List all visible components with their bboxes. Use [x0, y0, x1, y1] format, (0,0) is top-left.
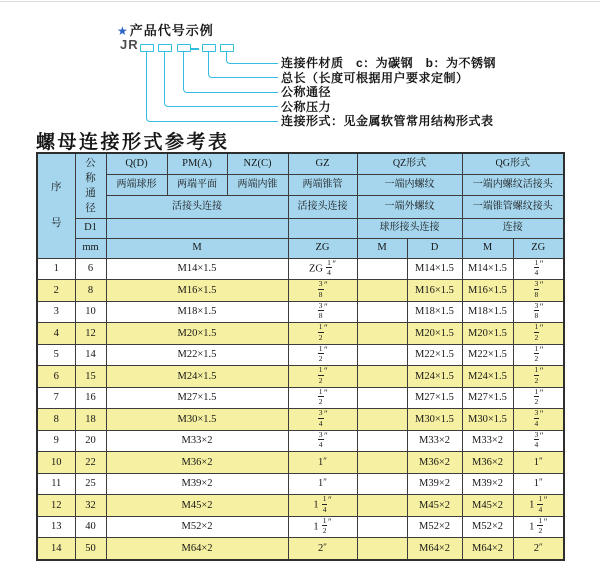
- inch-mark: ″: [332, 258, 337, 269]
- cell-dn: 50: [75, 538, 106, 560]
- cell-qz-d: M33×2: [407, 430, 462, 452]
- header-pm-desc: 两端平面: [167, 174, 227, 195]
- cell-m: M39×2: [106, 473, 288, 495]
- cell-gz: [288, 366, 357, 388]
- cell-dn: 16: [75, 387, 106, 409]
- inch-mark: ″: [539, 455, 543, 466]
- diagram-label-diameter: 公称通径: [281, 85, 332, 99]
- inch-mark: ″: [324, 280, 328, 291]
- cell-seq: 2: [37, 280, 75, 302]
- inch-mark: ″: [323, 477, 327, 488]
- cell-qg-zg: 1″: [513, 473, 564, 495]
- inch-mark: ″: [539, 477, 543, 488]
- header-qg-unit-m: M: [462, 238, 513, 258]
- cell-dn: 15: [75, 366, 106, 388]
- cell-seq: 13: [37, 516, 75, 538]
- header-seq-text: 序号: [51, 181, 62, 229]
- cell-qz-m: [357, 280, 407, 302]
- cell-qg-zg: 1 $\frac{1}{2}$ ″: [513, 516, 564, 538]
- table-row: [37, 323, 564, 345]
- cell-qg-m: M45×2: [462, 495, 513, 517]
- cell-m: M45×2: [106, 495, 288, 517]
- cell-seq: 3: [37, 301, 75, 323]
- cell-seq: 7: [37, 387, 75, 409]
- table-row: [37, 280, 564, 302]
- fraction: $\frac{1}{2}$: [318, 344, 323, 364]
- inch-mark: ″: [323, 455, 327, 466]
- table-row: [37, 430, 564, 452]
- cell-qz-m: [357, 430, 407, 452]
- cell-dn: 12: [75, 323, 106, 345]
- header-blank-left: [106, 218, 288, 238]
- code-box-1: [140, 44, 154, 52]
- cell-qg-m: M16×1.5: [462, 280, 513, 302]
- diagram-heading-text: 产品代号示例: [129, 23, 214, 38]
- cell-dn: 10: [75, 301, 106, 323]
- cell-seq: 4: [37, 323, 75, 345]
- cell-m: M18×1.5: [106, 301, 288, 323]
- cell-qg-m: M64×2: [462, 538, 513, 560]
- inch-mark: ″: [539, 280, 544, 291]
- cell-qz-m: [357, 344, 407, 366]
- header-seq: [37, 153, 75, 258]
- fraction: $\frac{3}{4}$: [318, 430, 323, 450]
- cell-m: M52×2: [106, 516, 288, 538]
- header-qg-row2: 一端内螺纹活接头: [462, 174, 564, 195]
- cell-qz-d: M30×1.5: [407, 409, 462, 431]
- cell-qg-zg: [513, 430, 564, 452]
- header-qz-row4: 球形接头连接: [357, 218, 462, 238]
- cell-gz: 1 $\frac{1}{4}$ ″: [288, 495, 357, 517]
- cell-qg-zg: [513, 323, 564, 345]
- cell-qg-m: M18×1.5: [462, 301, 513, 323]
- cell-m: M20×1.5: [106, 323, 288, 345]
- cell-qz-m: [357, 495, 407, 517]
- table-row: [37, 387, 564, 409]
- nut-connection-reference-table: [36, 152, 565, 561]
- cell-m: M30×1.5: [106, 409, 288, 431]
- fraction: $\frac{3}{8}$: [534, 301, 539, 321]
- cell-qg-zg: [513, 280, 564, 302]
- cell-dn: 18: [75, 409, 106, 431]
- table-row: [37, 366, 564, 388]
- fraction: $\frac{1}{4}$: [538, 494, 543, 514]
- cell-seq: 9: [37, 430, 75, 452]
- table-title: 螺母连接形式参考表: [36, 132, 230, 153]
- diagram-label-length: 总长（长度可根据用户要求定制）: [281, 70, 469, 85]
- cell-m: M16×1.5: [106, 280, 288, 302]
- cell-qz-m: [357, 387, 407, 409]
- fraction: $\frac{3}{8}$: [318, 301, 323, 321]
- header-mm: mm: [75, 238, 106, 258]
- cell-seq: 12: [37, 495, 75, 517]
- cell-gz: 1″: [288, 473, 357, 495]
- inch-mark: ″: [539, 430, 544, 441]
- header-qg-unit-zg: ZG: [513, 238, 564, 258]
- header-unit-m: M: [106, 238, 288, 258]
- cell-qg-m: M20×1.5: [462, 323, 513, 345]
- cell-qz-m: [357, 452, 407, 474]
- inch-mark: ″: [327, 516, 332, 527]
- cell-qz-d: M45×2: [407, 495, 462, 517]
- code-box-5: [220, 44, 234, 52]
- cell-qz-m: [357, 323, 407, 345]
- cell-qg-m: M39×2: [462, 473, 513, 495]
- fraction: $\frac{1}{4}$: [322, 494, 327, 514]
- cell-qg-m: M52×2: [462, 516, 513, 538]
- cell-qz-d: M52×2: [407, 516, 462, 538]
- fraction: $\frac{1}{2}$: [534, 365, 539, 385]
- table-row: [37, 538, 564, 560]
- fraction: $\frac{1}{2}$: [318, 387, 323, 407]
- cell-gz: [288, 430, 357, 452]
- cell-qz-d: M18×1.5: [407, 301, 462, 323]
- header-nz: NZ(C): [227, 153, 288, 174]
- header-q: Q(D): [106, 153, 167, 174]
- inch-mark: ″: [543, 495, 548, 506]
- header-gz: GZ: [288, 153, 357, 174]
- fraction: $\frac{1}{2}$: [538, 516, 543, 536]
- product-code-diagram: [0, 0, 600, 128]
- code-dash: [190, 48, 199, 50]
- cell-dn: 6: [75, 258, 106, 280]
- cell-qg-m: M27×1.5: [462, 387, 513, 409]
- cell-seq: 8: [37, 409, 75, 431]
- inch-mark: ″: [324, 409, 328, 420]
- fraction: $\frac{1}{2}$: [322, 516, 327, 536]
- diagram-label-material: 连接件材质 c：为碳钢 b：为不锈钢: [281, 56, 497, 70]
- cell-qz-m: [357, 409, 407, 431]
- header-gz-conn: 活接头连接: [288, 195, 357, 218]
- fraction: $\frac{1}{2}$: [534, 344, 539, 364]
- inch-mark: ″: [543, 516, 548, 527]
- header-qg: QG形式: [462, 153, 564, 174]
- fraction: $\frac{3}{8}$: [318, 279, 323, 299]
- cell-dn: 20: [75, 430, 106, 452]
- cell-dn: 25: [75, 473, 106, 495]
- inch-mark: ″: [324, 323, 328, 334]
- cell-qg-zg: [513, 366, 564, 388]
- cell-gz: [288, 409, 357, 431]
- cell-qg-zg: [513, 387, 564, 409]
- header-pm: PM(A): [167, 153, 227, 174]
- cell-m: M14×1.5: [106, 258, 288, 280]
- cell-m: M64×2: [106, 538, 288, 560]
- cell-qz-d: M36×2: [407, 452, 462, 474]
- header-gz-desc: 两端锥管: [288, 174, 357, 195]
- cell-qz-d: M27×1.5: [407, 387, 462, 409]
- header-union-conn: 活接头连接: [106, 195, 288, 218]
- header-qg-row4: 连接: [462, 218, 564, 238]
- cell-gz: ZG $\frac{1}{4}$ ″: [288, 258, 357, 280]
- cell-qz-d: M39×2: [407, 473, 462, 495]
- cell-seq: 5: [37, 344, 75, 366]
- cell-qz-d: M24×1.5: [407, 366, 462, 388]
- inch-mark: ″: [323, 541, 327, 552]
- cell-qg-m: M36×2: [462, 452, 513, 474]
- cell-m: M22×1.5: [106, 344, 288, 366]
- diagram-label-connection: 连接形式：见金属软管常用结构形式表: [281, 114, 494, 128]
- header-dn: [75, 153, 106, 218]
- inch-mark: ″: [539, 387, 544, 398]
- fraction: $\frac{1}{4}$: [327, 258, 331, 278]
- cell-qz-m: [357, 301, 407, 323]
- header-qz-row2: 一端内螺纹: [357, 174, 462, 195]
- code-box-4: [202, 44, 216, 52]
- code-box-3: [177, 44, 191, 52]
- fraction: $\frac{3}{4}$: [318, 408, 323, 428]
- table-row: [37, 473, 564, 495]
- table-row: [37, 495, 564, 517]
- header-d1: D1: [75, 218, 106, 238]
- cell-gz: [288, 280, 357, 302]
- inch-mark: ″: [539, 541, 543, 552]
- cell-qz-d: M16×1.5: [407, 280, 462, 302]
- header-q-desc: 两端球形: [106, 174, 167, 195]
- table-row: [37, 301, 564, 323]
- table-row: [37, 409, 564, 431]
- fraction: $\frac{1}{2}$: [534, 322, 539, 342]
- table-body: [37, 258, 564, 560]
- cell-qz-m: [357, 516, 407, 538]
- cell-seq: 6: [37, 366, 75, 388]
- cell-gz: [288, 387, 357, 409]
- cell-seq: 14: [37, 538, 75, 560]
- cell-dn: 32: [75, 495, 106, 517]
- cell-m: M27×1.5: [106, 387, 288, 409]
- connector-line-5: [146, 52, 278, 122]
- inch-mark: ″: [539, 301, 544, 312]
- header-qz-unit-d: D: [407, 238, 462, 258]
- cell-qg-zg: [513, 258, 564, 280]
- cell-qg-zg: [513, 344, 564, 366]
- inch-mark: ″: [539, 409, 544, 420]
- cell-dn: 14: [75, 344, 106, 366]
- inch-mark: ″: [324, 366, 328, 377]
- inch-mark: ″: [324, 301, 328, 312]
- code-box-2: [158, 44, 172, 52]
- cell-qg-zg: 1 $\frac{1}{4}$ ″: [513, 495, 564, 517]
- header-qg-row3: 一端锥管螺纹接头: [462, 195, 564, 218]
- cell-gz: [288, 344, 357, 366]
- cell-qg-zg: [513, 301, 564, 323]
- cell-qz-m: [357, 473, 407, 495]
- cell-qz-d: M22×1.5: [407, 344, 462, 366]
- inch-mark: ″: [539, 344, 544, 355]
- inch-mark: ″: [539, 258, 544, 269]
- cell-qg-m: M14×1.5: [462, 258, 513, 280]
- cell-qg-m: M24×1.5: [462, 366, 513, 388]
- fraction: $\frac{3}{4}$: [534, 408, 539, 428]
- table-row: [37, 452, 564, 474]
- header-qz-unit-m: M: [357, 238, 407, 258]
- header-blank-gz: [288, 218, 357, 238]
- cell-qz-m: [357, 258, 407, 280]
- cell-qg-zg: 2″: [513, 538, 564, 560]
- fraction: $\frac{1}{2}$: [318, 322, 323, 342]
- cell-qz-d: M64×2: [407, 538, 462, 560]
- cell-m: M24×1.5: [106, 366, 288, 388]
- fraction: $\frac{1}{4}$: [534, 258, 539, 278]
- cell-seq: 1: [37, 258, 75, 280]
- table-row: [37, 258, 564, 280]
- cell-gz: 2″: [288, 538, 357, 560]
- cell-m: M36×2: [106, 452, 288, 474]
- cell-qz-m: [357, 538, 407, 560]
- cell-dn: 22: [75, 452, 106, 474]
- header-qz-row3: 一端外螺纹: [357, 195, 462, 218]
- cell-gz: 1″: [288, 452, 357, 474]
- header-dn-text: 公称通径: [85, 157, 96, 214]
- fraction: $\frac{1}{2}$: [534, 387, 539, 407]
- inch-mark: ″: [539, 323, 544, 334]
- cell-qg-zg: [513, 409, 564, 431]
- cell-qz-d: M20×1.5: [407, 323, 462, 345]
- cell-m: M33×2: [106, 430, 288, 452]
- inch-mark: ″: [327, 495, 332, 506]
- cell-dn: 8: [75, 280, 106, 302]
- table-header: [37, 153, 564, 258]
- cell-seq: 10: [37, 452, 75, 474]
- star-icon: ★: [117, 24, 129, 38]
- cell-dn: 40: [75, 516, 106, 538]
- table-row: [37, 516, 564, 538]
- cell-qz-m: [357, 366, 407, 388]
- diagram-label-pressure: 公称压力: [281, 99, 332, 114]
- cell-gz: [288, 301, 357, 323]
- product-code-prefix: JR: [120, 37, 139, 52]
- cell-qg-m: M22×1.5: [462, 344, 513, 366]
- fraction: $\frac{1}{2}$: [318, 365, 323, 385]
- table-row: [37, 344, 564, 366]
- inch-mark: ″: [324, 387, 328, 398]
- cell-qz-d: M14×1.5: [407, 258, 462, 280]
- cell-gz: 1 $\frac{1}{2}$ ″: [288, 516, 357, 538]
- cell-seq: 11: [37, 473, 75, 495]
- cell-qg-m: M30×1.5: [462, 409, 513, 431]
- header-qz: QZ形式: [357, 153, 462, 174]
- cell-qg-m: M33×2: [462, 430, 513, 452]
- inch-mark: ″: [539, 366, 544, 377]
- cell-gz: [288, 323, 357, 345]
- fraction: $\frac{3}{4}$: [534, 430, 539, 450]
- header-unit-zg: ZG: [288, 238, 357, 258]
- header-nz-desc: 两端内锥: [227, 174, 288, 195]
- inch-mark: ″: [324, 430, 328, 441]
- fraction: $\frac{3}{8}$: [534, 279, 539, 299]
- inch-mark: ″: [324, 344, 328, 355]
- cell-qg-zg: 1″: [513, 452, 564, 474]
